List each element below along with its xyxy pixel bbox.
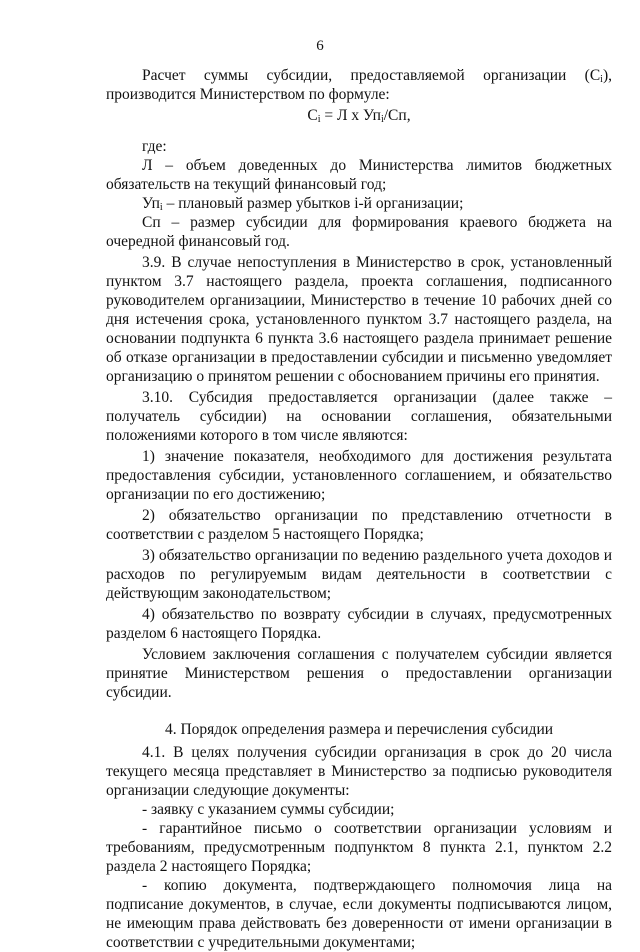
paragraph-subsidy-calculation bbox=[106, 66, 612, 104]
text-span: – плановый размер убытков i-й организации; bbox=[162, 195, 464, 212]
definition-l: Л – объем доведенных до Министерства лимитов бюджетных обязательств на текущий финансовый год; bbox=[106, 157, 612, 193]
definition-sp: Сп – размер субсидии для формирования краевого бюджета на очередной финансовый год. bbox=[106, 214, 612, 250]
formula bbox=[106, 106, 612, 125]
list-item-3: 3) обязательство организации по ведению раздельного учета доходов и расходов по регулируемым видам деятельности в соответствии с действующим законодательством; bbox=[106, 547, 612, 602]
list-item-1: 1) значение показателя, необходимого для достижения результата предоставления субсидии, установленного соглашением, и обязательство организации по его достижению; bbox=[106, 448, 612, 503]
definition-up bbox=[106, 194, 612, 213]
paragraph-4-1: 4.1. В целях получения субсидии организация в срок до 20 числа текущего месяца представляет в Министерство за подписью руководителя организации следующие документы: bbox=[106, 744, 612, 799]
text-span: ), производится Министерством по формуле: bbox=[106, 67, 612, 103]
text-span: Уп bbox=[142, 195, 160, 212]
document-body bbox=[106, 66, 612, 952]
list-item-4: 4) обязательство по возврату субсидии в случаях, предусмотренных разделом 6 настоящего Порядка. bbox=[106, 606, 612, 642]
text-span: /Сп, bbox=[383, 107, 411, 124]
paragraph-where: где: bbox=[142, 138, 167, 155]
paragraph-3-9: 3.9. В случае непоступления в Министерство в срок, установленный пунктом 3.7 настоящего раздела, проекта соглашения, подписанного руководителем организациии, Министерство в течение 10 рабочих дней со дня истечения срока, установленного пунктом 3.7 настоящего раздела, на основании подпункта 6 пункта 3.6 настоящего раздела принимает решение об отказе организации в предоставлении субсидии и письменно уведомляет организацию о принятом решении с обоснованием причины его принятия. bbox=[106, 254, 612, 385]
document-item-2: - гарантийное письмо о соответствии организации условиям и требованиям, предусмотренным подпунктом 8 пункта 2.1, пунктом 2.2 раздела 2 настоящего Порядка; bbox=[106, 820, 612, 875]
document-item-3: - копию документа, подтверждающего полномочия лица на подписание документов, в случае, если документы подписываются лицом, не имеющим права действовать без доверенности от имени организации в соответствии с учредительными документами; bbox=[106, 877, 612, 951]
paragraph-3-10: 3.10. Субсидия предоставляется организации (далее также – получатель субсидии) на основании соглашения, обязательными положениями которого в том числе являются: bbox=[106, 389, 612, 444]
subscript: i bbox=[159, 202, 163, 213]
page-number: 6 bbox=[316, 38, 324, 54]
paragraph-condition: Условием заключения соглашения с получателем субсидии является принятие Министерством решения о предоставлении организации субсидии. bbox=[106, 646, 612, 701]
text-span: С bbox=[307, 107, 318, 124]
subscript: i bbox=[600, 74, 603, 85]
list-item-2: 2) обязательство организации по представлению отчетности в соответствии с разделом 5 настоящего Порядка; bbox=[106, 507, 612, 543]
text-span: Расчет суммы субсидии, предоставляемой организации (С bbox=[142, 67, 601, 84]
subscript: i bbox=[317, 114, 321, 125]
text-span: = Л x Уп bbox=[320, 107, 381, 124]
document-item-1: - заявку с указанием суммы субсидии; bbox=[142, 801, 395, 818]
subscript: i bbox=[380, 114, 384, 125]
section-4-heading: 4. Порядок определения размера и перечисления субсидии bbox=[164, 721, 554, 738]
